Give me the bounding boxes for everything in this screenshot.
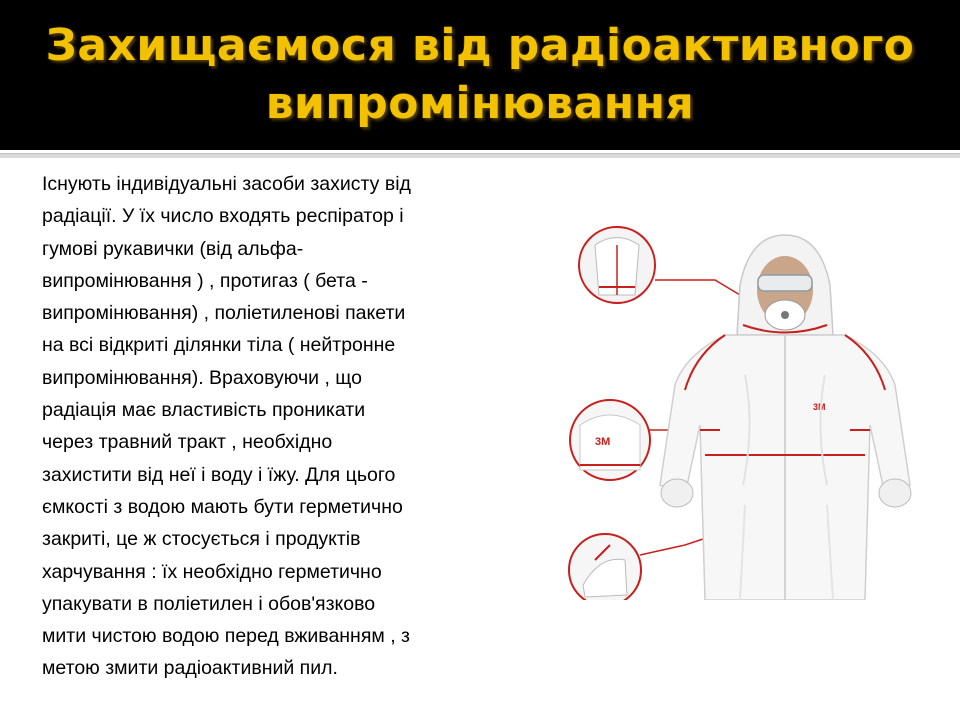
badge-3m-suit: 3M xyxy=(813,402,826,412)
detail-inset-sleeve xyxy=(569,534,641,600)
detail-inset-badge xyxy=(570,400,650,480)
suit-figure xyxy=(660,235,911,600)
title-divider xyxy=(0,153,960,158)
protective-suit-photo xyxy=(565,225,935,600)
badge-3m-inset: 3M xyxy=(595,436,611,448)
title-bar xyxy=(0,0,960,150)
protective-suit-illustration xyxy=(565,225,935,600)
slide-body-text: Існують індивідуальні засоби захисту від радіації. У їх число входять респіратор і гумові рукавички (від альфа- випромінювання ) , протигаз ( бета - випромінювання) , поліетиленові пакети на всі відкриті ділянки тіла ( нейтронне випромінювання). Враховуючи , що радіація має властивість проникати через травний тракт , необхідно захистити від неї і воду і їжу. Для цього ємкості з водою мають бути герметично закриті, це ж стосується і продуктів харчування : їх необхідно герметично упакувати в поліетилен і обов'язково мити чистою водою перед вживанням , з метою змити радіоактивний пил. xyxy=(42,173,411,680)
slide-title: Захищаємося від радіоактивного випромінювання xyxy=(45,20,915,129)
detail-inset-hood xyxy=(579,227,655,303)
